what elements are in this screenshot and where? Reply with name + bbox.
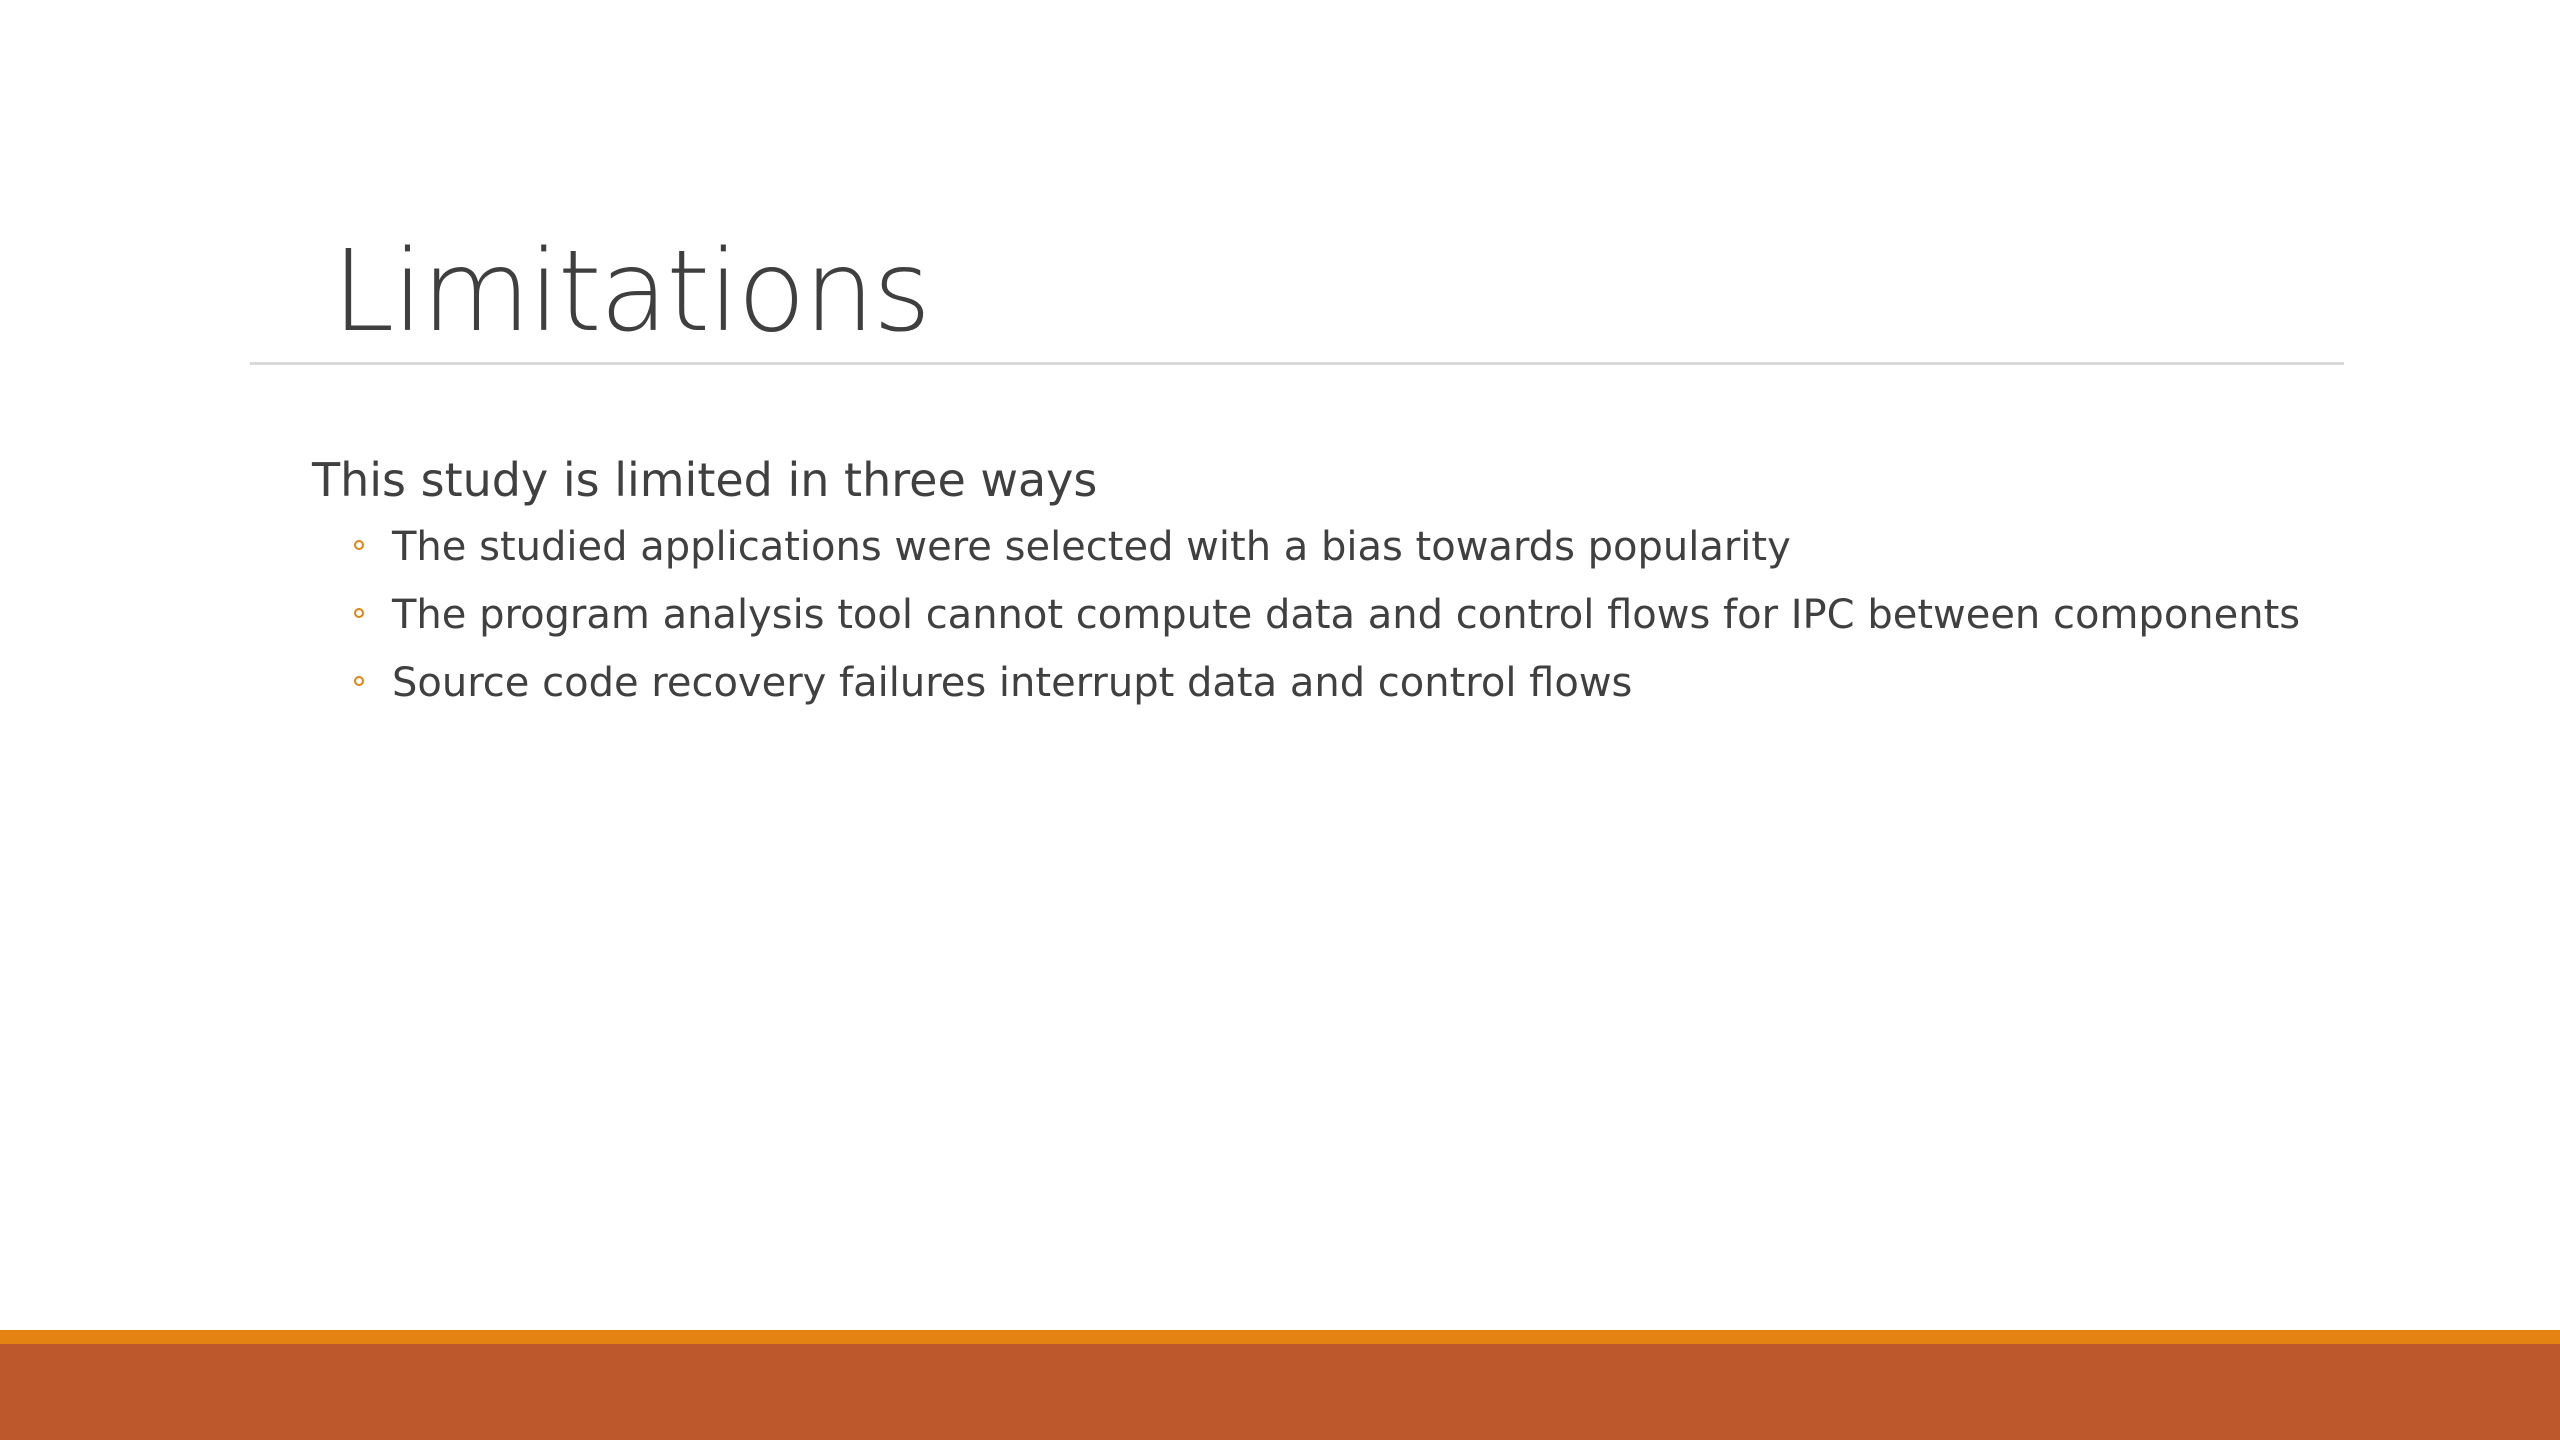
bullet-item — [312, 650, 2412, 716]
lead-text: This study is limited in three ways — [312, 453, 1098, 507]
hollow-circle-bullet-icon — [354, 540, 364, 550]
footer-band — [0, 1344, 2560, 1440]
bullet-text: The program analysis tool cannot compute data and control flows for IPC between components — [392, 592, 2301, 638]
bullet-item — [312, 582, 2412, 648]
bullet-text: The studied applications were selected with a bias towards popularity — [392, 524, 1791, 570]
footer-accent-line — [0, 1330, 2560, 1344]
bullet-list — [312, 514, 2412, 716]
bullet-item — [312, 514, 2412, 580]
title-divider — [250, 362, 2344, 365]
slide-title: Limitations — [332, 227, 930, 357]
slide-body — [312, 448, 2412, 716]
hollow-circle-bullet-icon — [354, 676, 364, 686]
hollow-circle-bullet-icon — [354, 608, 364, 618]
bullet-text: Source code recovery failures interrupt data and control flows — [392, 660, 1633, 706]
